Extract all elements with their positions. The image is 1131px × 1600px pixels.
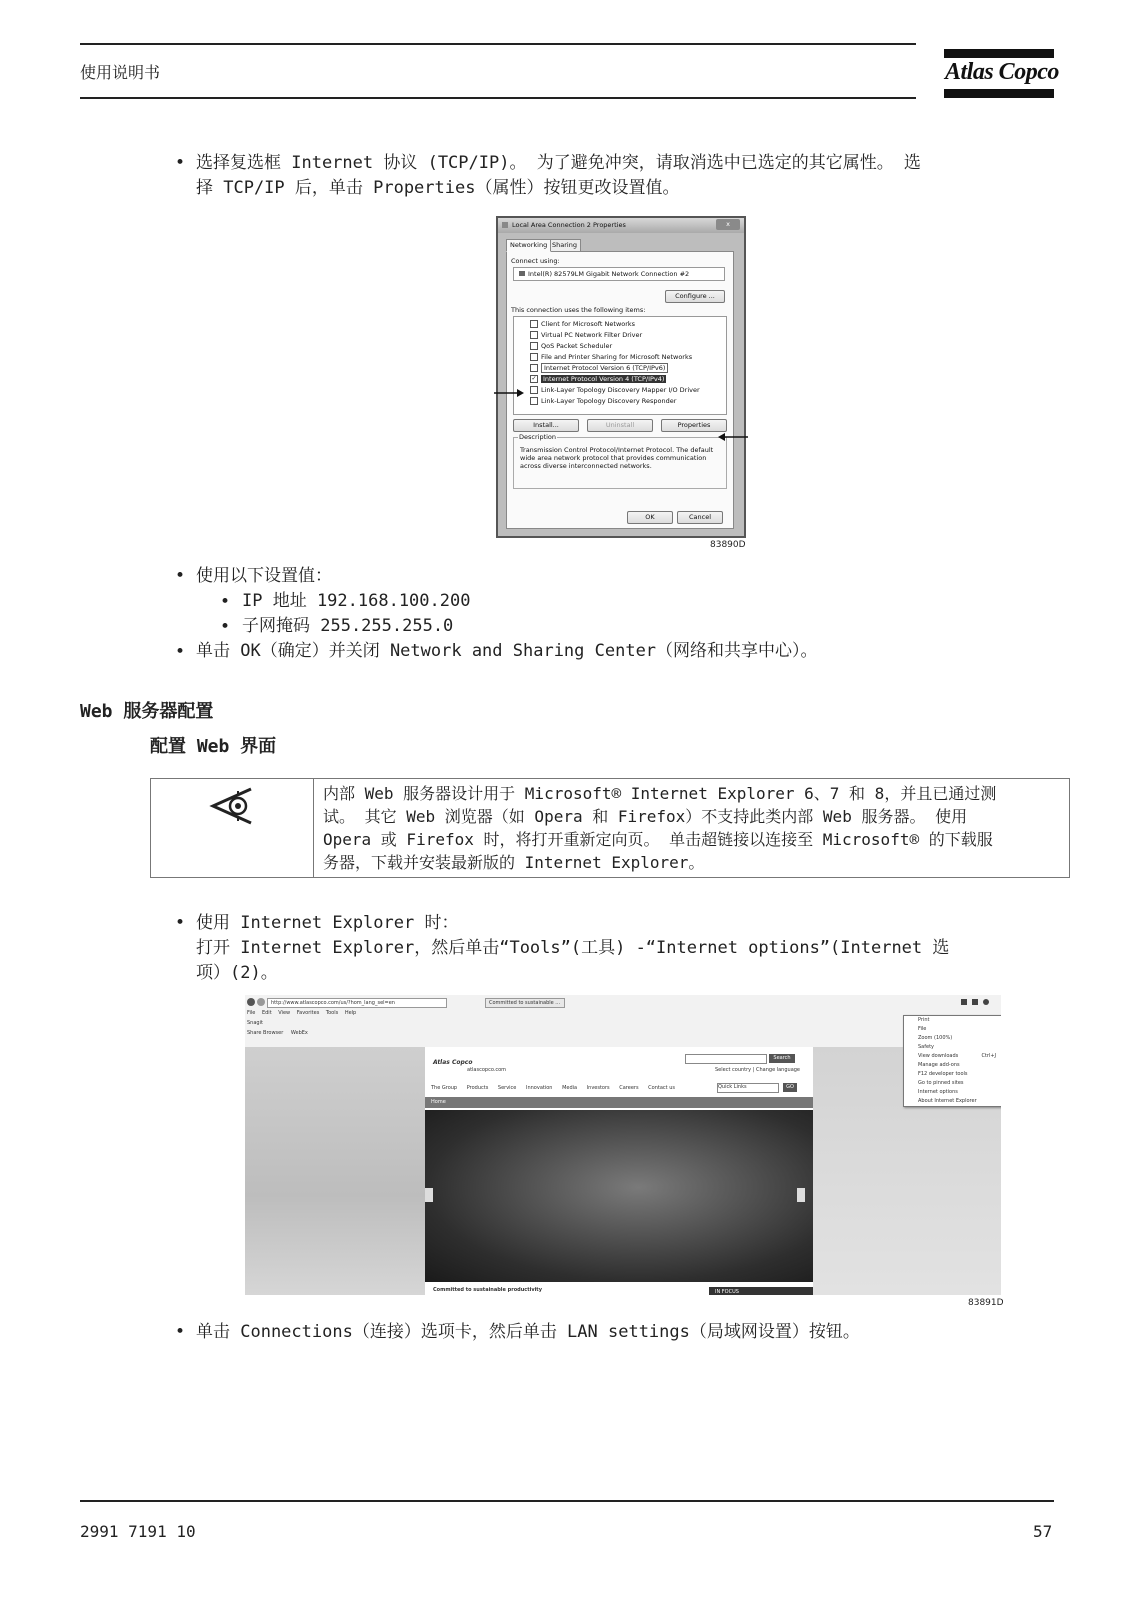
adapter-field bbox=[513, 267, 725, 281]
atlas-copco-logo: Atlas Copco bbox=[945, 59, 1059, 85]
home-breadcrumb[interactable]: Home bbox=[425, 1097, 813, 1108]
menubar bbox=[247, 1010, 356, 1016]
note-text bbox=[323, 782, 1063, 874]
checkbox[interactable] bbox=[530, 320, 538, 328]
item-label: File and Printer Sharing for Microsoft Networks bbox=[541, 353, 693, 361]
hero-photo bbox=[425, 1110, 813, 1282]
bullet-text bbox=[196, 151, 921, 201]
connect-using-label: Connect using: bbox=[511, 257, 560, 265]
description-box bbox=[513, 433, 727, 489]
networking-panel bbox=[506, 251, 734, 529]
item-label: QoS Packet Scheduler bbox=[541, 342, 613, 350]
bullet-marker: • bbox=[175, 566, 186, 586]
menu-item-file[interactable]: File bbox=[918, 1026, 927, 1032]
in-focus-label: IN FOCUS bbox=[709, 1287, 813, 1295]
favorites-icon[interactable] bbox=[972, 999, 978, 1005]
list-item[interactable] bbox=[530, 352, 692, 363]
header-top-rule bbox=[80, 43, 916, 45]
checkbox-checked[interactable]: ✓ bbox=[531, 375, 537, 382]
quick-links-select[interactable]: Quick Links bbox=[717, 1083, 779, 1093]
list-item[interactable] bbox=[530, 363, 668, 374]
note-line-2: 试。 其它 Web 浏览器（如 Opera 和 Firefox）不支持此类内部 Web 服务器。 使用 bbox=[323, 807, 968, 826]
view-downloads-label: View downloads bbox=[918, 1053, 959, 1059]
items-label: This connection uses the following items: bbox=[511, 306, 646, 314]
bullet-1-line-1: 选择复选框 Internet 协议 (TCP/IP)。 为了避免冲突，请取消选中已选定的其它属性。 选 bbox=[196, 153, 921, 173]
arrow-to-properties bbox=[718, 432, 748, 442]
eye-warning-icon bbox=[207, 785, 257, 827]
carousel-prev-icon[interactable] bbox=[425, 1188, 433, 1202]
menu-tools[interactable]: Tools bbox=[325, 1010, 339, 1016]
cancel-button[interactable]: Cancel bbox=[677, 511, 723, 524]
menu-item-manage-addons[interactable]: Manage add-ons bbox=[918, 1062, 960, 1068]
carousel-next-icon[interactable] bbox=[797, 1188, 805, 1202]
bullet-4-text bbox=[196, 911, 949, 986]
menu-edit[interactable]: Edit bbox=[261, 1010, 272, 1016]
page-number: 57 bbox=[1033, 1522, 1053, 1541]
atlas-copco-website bbox=[425, 1047, 813, 1295]
connection-properties-dialog bbox=[496, 216, 746, 538]
note-icon-cell bbox=[151, 779, 314, 877]
ip-address-text: IP 地址 192.168.100.200 bbox=[242, 591, 471, 611]
bullet-marker: • bbox=[175, 153, 186, 173]
share-browser-button[interactable]: Share Browser bbox=[247, 1030, 284, 1036]
configure-button[interactable]: Configure ... bbox=[665, 290, 725, 303]
items-list bbox=[513, 316, 727, 415]
checkbox[interactable] bbox=[530, 342, 538, 350]
checkbox[interactable] bbox=[530, 331, 538, 339]
select-country-link[interactable]: Select country | Change language bbox=[715, 1067, 801, 1073]
bullet-4-line-3: 项）(2)。 bbox=[196, 963, 278, 983]
figure-id: 83890D bbox=[710, 540, 746, 550]
logo-bar-top bbox=[944, 49, 1054, 58]
browser-tab[interactable] bbox=[485, 998, 565, 1008]
forward-icon[interactable] bbox=[257, 998, 265, 1006]
section-heading: Web 服务器配置 bbox=[80, 701, 214, 722]
hero-caption: Committed to sustainable productivity bbox=[433, 1287, 542, 1293]
address-bar[interactable] bbox=[267, 998, 447, 1008]
tools-dropdown-menu bbox=[903, 1015, 1001, 1107]
back-icon[interactable] bbox=[247, 998, 255, 1006]
site-domain: atlascopco.com bbox=[467, 1067, 507, 1073]
bullet-3-text: 单击 OK（确定）并关闭 Network and Sharing Center（网络和共享中心）。 bbox=[196, 641, 818, 661]
command-bar bbox=[247, 1020, 263, 1026]
go-button[interactable]: GO bbox=[783, 1083, 797, 1092]
bullet-5-text: 单击 Connections（连接）选项卡，然后单击 LAN settings（局域网设置）按钮。 bbox=[196, 1322, 860, 1342]
url-text: http://www.atlascopco.com/us/?hom_lang_sel=en bbox=[271, 1000, 395, 1006]
nav-media[interactable]: Media bbox=[562, 1085, 578, 1091]
snagit-button[interactable]: Snagit bbox=[247, 1020, 263, 1026]
bullet-marker: • bbox=[175, 642, 186, 662]
uninstall-button[interactable]: Uninstall bbox=[587, 419, 653, 432]
nav-group[interactable]: The Group bbox=[431, 1085, 458, 1091]
description-text: Transmission Control Protocol/Internet Protocol. The default wide area network protocol that provides communication across diverse interconnected networks. bbox=[520, 446, 714, 470]
menu-item-view-downloads[interactable] bbox=[904, 1052, 1001, 1061]
dialog-titlebar bbox=[498, 218, 744, 233]
checkbox[interactable] bbox=[530, 353, 538, 361]
menu-item-internet-options[interactable]: Internet options bbox=[918, 1089, 958, 1095]
sub-bullet-marker: • bbox=[220, 617, 231, 637]
item-label: Internet Protocol Version 6 (TCP/IPv6) bbox=[541, 363, 668, 373]
list-item[interactable] bbox=[530, 385, 700, 396]
menu-item-zoom[interactable]: Zoom (100%) bbox=[918, 1035, 953, 1041]
dialog-title: Local Area Connection 2 Properties bbox=[512, 221, 626, 229]
bullet-marker: • bbox=[175, 913, 186, 933]
header-bottom-rule bbox=[80, 97, 916, 99]
note-line-4: 务器，下载并安装最新版的 Internet Explorer。 bbox=[323, 853, 705, 872]
nav-investors[interactable]: Investors bbox=[586, 1085, 610, 1091]
arrow-to-ipv4 bbox=[494, 388, 524, 398]
tab-networking[interactable]: Networking bbox=[506, 239, 551, 252]
subsection-heading: 配置 Web 界面 bbox=[150, 736, 277, 757]
note-line-3: Opera 或 Firefox 时，将打开重新定向页。 单击超链接以连接至 Microsoft® 的下载服 bbox=[323, 830, 993, 849]
bullet-marker: • bbox=[175, 1322, 186, 1342]
checkbox[interactable] bbox=[530, 397, 538, 405]
subnet-mask-text: 子网掩码 255.255.255.0 bbox=[242, 616, 454, 636]
menu-help[interactable]: Help bbox=[344, 1010, 357, 1016]
site-nav bbox=[431, 1085, 675, 1091]
site-search-input[interactable] bbox=[685, 1054, 767, 1064]
nav-contact[interactable]: Contact us bbox=[648, 1085, 675, 1091]
list-item[interactable] bbox=[530, 330, 642, 341]
ok-button[interactable]: OK bbox=[627, 511, 673, 524]
sub-bullet-marker: • bbox=[220, 592, 231, 612]
install-button[interactable]: Install... bbox=[513, 419, 579, 432]
webex-button[interactable]: WebEx bbox=[290, 1030, 308, 1036]
site-logo: Atlas Copco bbox=[433, 1059, 473, 1066]
menu-item-about-ie[interactable]: About Internet Explorer bbox=[918, 1098, 977, 1104]
doc-number: 2991 7191 10 bbox=[80, 1522, 196, 1541]
note-line-1: 内部 Web 服务器设计用于 Microsoft® Internet Explorer 6、7 和 8，并且已通过测 bbox=[323, 784, 997, 803]
bullet-4-line-2: 打开 Internet Explorer，然后单击“Tools”(工具) -“Internet options”(Internet 选 bbox=[196, 938, 950, 958]
site-search-button[interactable]: Search bbox=[769, 1054, 795, 1063]
menu-file[interactable]: File bbox=[247, 1010, 256, 1016]
description-label: Description bbox=[519, 433, 557, 441]
doc-title: 使用说明书 bbox=[80, 63, 161, 82]
network-icon bbox=[502, 222, 508, 228]
bullet-2-text: 使用以下设置值： bbox=[196, 566, 332, 586]
item-label: Virtual PC Network Filter Driver bbox=[541, 331, 643, 339]
shortcut-label: Ctrl+J bbox=[981, 1053, 996, 1059]
browser-chrome bbox=[245, 995, 1001, 1048]
nav-innovation[interactable]: Innovation bbox=[525, 1085, 553, 1091]
nav-products[interactable]: Products bbox=[466, 1085, 489, 1091]
adapter-name: Intel(R) 82579LM Gigabit Network Connection #2 bbox=[528, 270, 690, 278]
footer-rule bbox=[80, 1500, 1054, 1502]
menu-item-print[interactable]: Print bbox=[918, 1017, 930, 1023]
logo-bar-bottom bbox=[944, 89, 1054, 98]
item-label: Link-Layer Topology Discovery Mapper I/O Driver bbox=[541, 386, 700, 394]
bullet-1-line-2: 择 TCP/IP 后，单击 Properties（属性）按钮更改设置值。 bbox=[196, 178, 680, 198]
menu-item-f12[interactable]: F12 developer tools bbox=[918, 1071, 968, 1077]
note-table bbox=[150, 778, 1070, 878]
nav-service[interactable]: Service bbox=[497, 1085, 517, 1091]
tab-sharing[interactable]: Sharing bbox=[548, 239, 581, 252]
browser-screenshot bbox=[245, 995, 1001, 1295]
menu-view[interactable]: View bbox=[278, 1010, 291, 1016]
tools-gear-icon[interactable] bbox=[983, 999, 989, 1005]
item-label: Client for Microsoft Networks bbox=[541, 320, 636, 328]
home-icon[interactable] bbox=[961, 999, 967, 1005]
page-background-left bbox=[245, 1047, 425, 1295]
item-label: Link-Layer Topology Discovery Responder bbox=[541, 397, 677, 405]
list-item-selected[interactable] bbox=[530, 374, 666, 385]
bullet-4-line-1: 使用 Internet Explorer 时： bbox=[196, 913, 459, 933]
dialog-close-button[interactable]: x bbox=[716, 219, 740, 230]
tab-title: Committed to sustainable ... bbox=[489, 1000, 561, 1006]
checkbox[interactable] bbox=[530, 364, 538, 372]
checkbox[interactable] bbox=[530, 386, 538, 394]
favorites-bar bbox=[247, 1030, 308, 1036]
list-item[interactable] bbox=[530, 341, 612, 352]
list-item[interactable] bbox=[530, 396, 676, 407]
properties-button[interactable]: Properties bbox=[661, 419, 727, 432]
nav-careers[interactable]: Careers bbox=[619, 1085, 639, 1091]
figure-id: 83891D bbox=[968, 1298, 1004, 1308]
item-label: Internet Protocol Version 4 (TCP/IPv4) bbox=[543, 375, 665, 383]
menu-item-pinned-sites[interactable]: Go to pinned sites bbox=[918, 1080, 964, 1086]
menu-favorites[interactable]: Favorites bbox=[296, 1010, 320, 1016]
list-item[interactable] bbox=[530, 319, 635, 330]
menu-item-safety[interactable]: Safety bbox=[918, 1044, 934, 1050]
adapter-icon bbox=[519, 271, 525, 276]
